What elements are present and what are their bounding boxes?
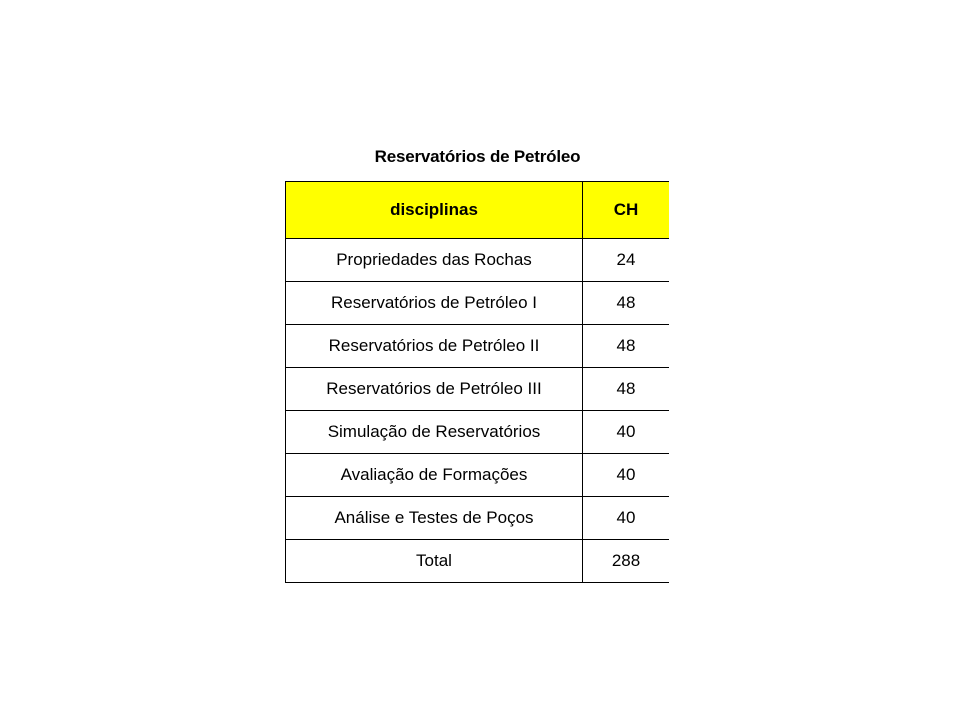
row-ch: 24	[583, 239, 670, 282]
row-name: Reservatórios de Petróleo III	[286, 368, 583, 411]
table-title: Reservatórios de Petróleo	[374, 147, 581, 166]
table-row	[286, 411, 670, 454]
table-row	[286, 368, 670, 411]
table-row	[286, 497, 670, 540]
row-name: Reservatórios de Petróleo II	[286, 325, 583, 368]
row-ch: 48	[583, 282, 670, 325]
table-row	[286, 282, 670, 325]
table-row	[286, 454, 670, 497]
total-value: 288	[583, 540, 670, 583]
row-ch: 48	[583, 325, 670, 368]
table-header-row	[286, 182, 670, 239]
disciplines-table	[285, 181, 669, 583]
row-name: Reservatórios de Petróleo I	[286, 282, 583, 325]
row-name: Análise e Testes de Poços	[286, 497, 583, 540]
table-row	[286, 239, 670, 282]
row-name: Propriedades das Rochas	[286, 239, 583, 282]
row-ch: 40	[583, 411, 670, 454]
row-name: Avaliação de Formações	[286, 454, 583, 497]
row-name: Simulação de Reservatórios	[286, 411, 583, 454]
total-row	[286, 540, 670, 583]
header-ch: CH	[583, 182, 670, 239]
row-ch: 48	[583, 368, 670, 411]
table-row	[286, 325, 670, 368]
header-disciplinas: disciplinas	[286, 182, 583, 239]
total-label: Total	[286, 540, 583, 583]
row-ch: 40	[583, 454, 670, 497]
row-ch: 40	[583, 497, 670, 540]
